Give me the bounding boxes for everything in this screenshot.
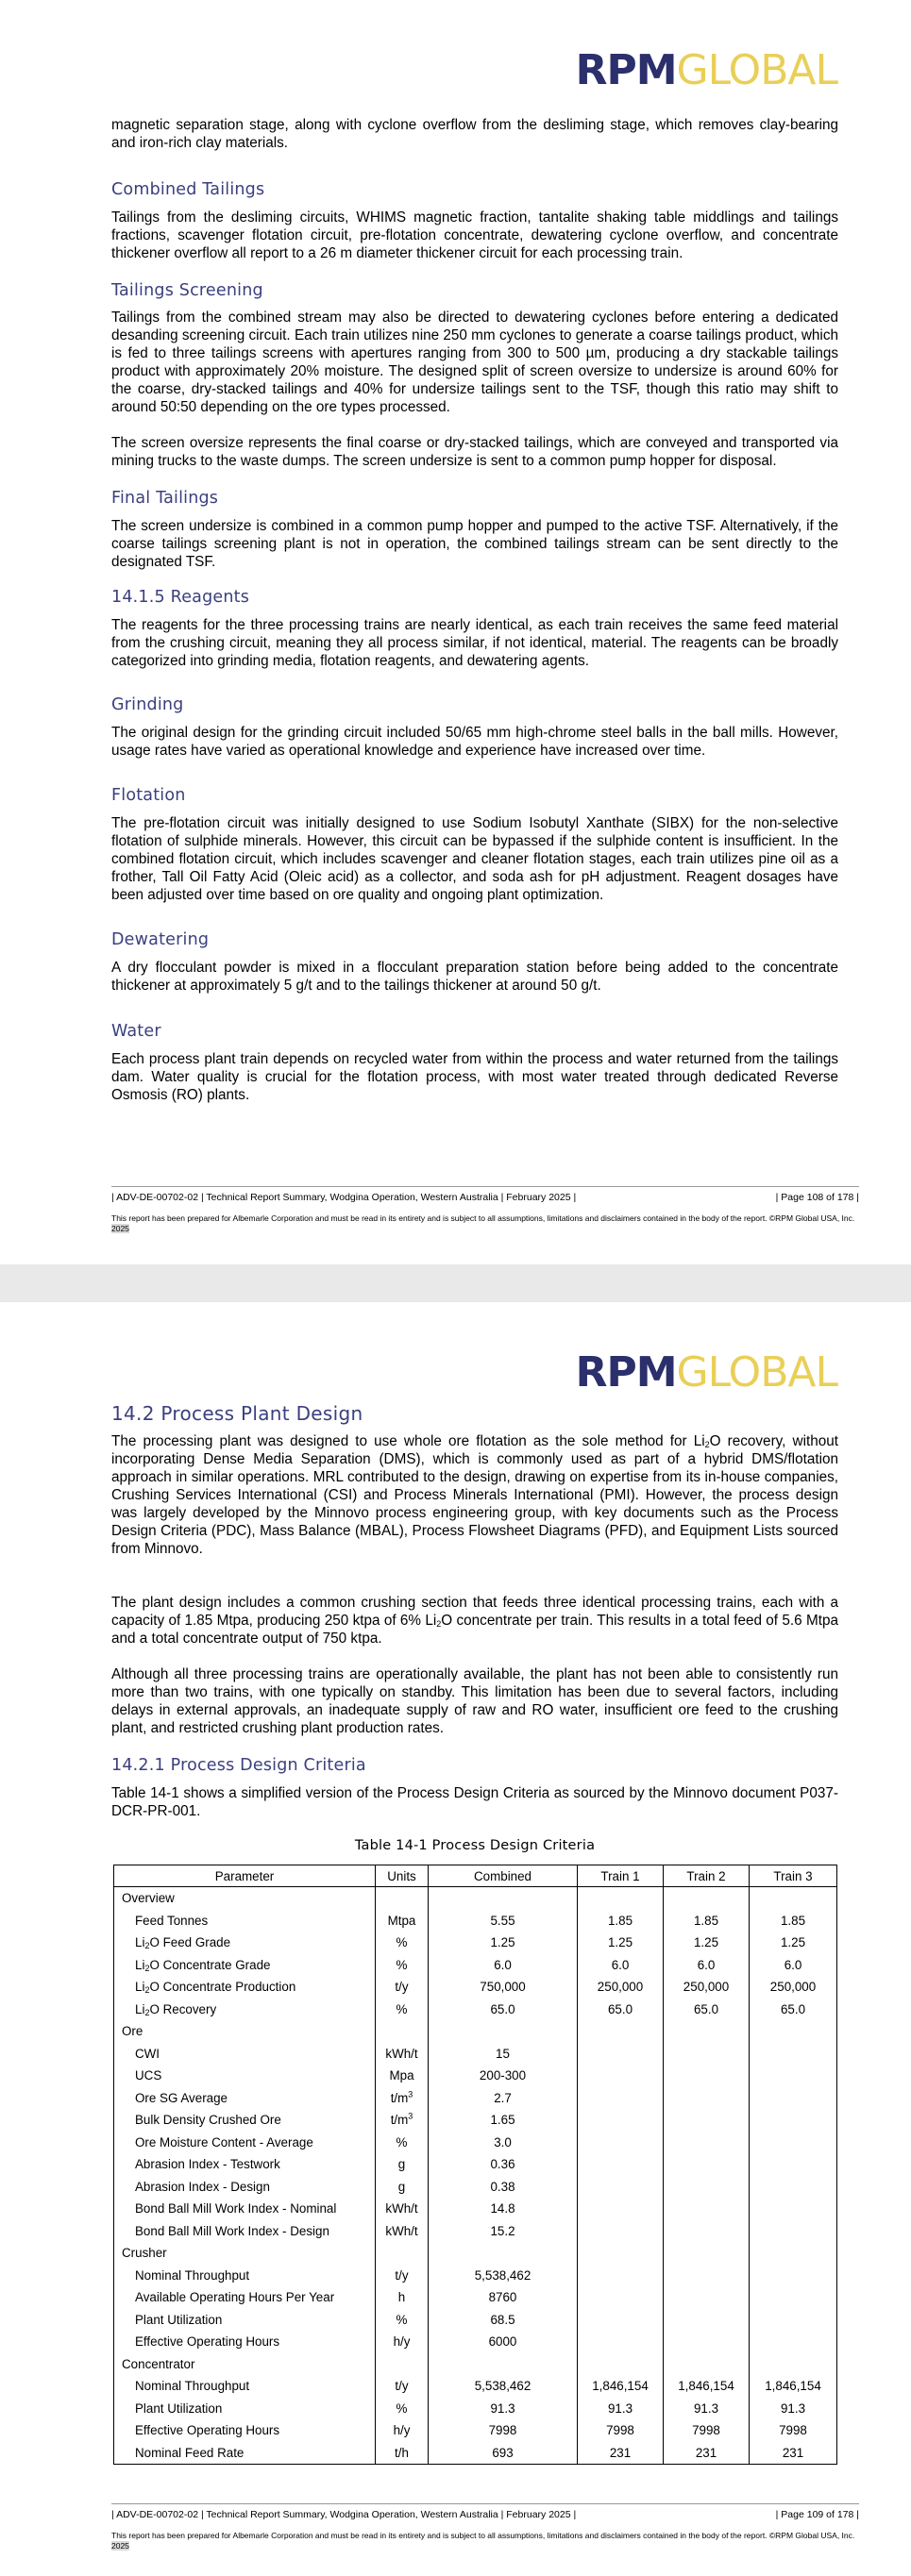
train-2-cell: 1,846,154	[664, 2375, 750, 2398]
train-3-cell	[750, 2132, 837, 2154]
train-3-cell: 91.3	[750, 2398, 837, 2420]
train-3-cell: 1.85	[750, 1910, 837, 1932]
parameter-cell: CWI	[114, 2043, 376, 2066]
parameter-cell: $Li_2O$ Concentrate Production	[114, 1976, 376, 1999]
parameter-cell: Nominal Throughput	[114, 2375, 376, 2398]
train-3-cell	[750, 2309, 837, 2332]
table-row	[114, 2198, 837, 2220]
report-page-109	[0, 1302, 911, 2576]
train-2-cell	[664, 2065, 750, 2087]
footer-divider	[111, 2503, 859, 2504]
train-2-cell: 250,000	[664, 1976, 750, 1999]
train-2-cell	[664, 2220, 750, 2243]
train-3-cell: 65.0	[750, 1999, 837, 2021]
table-group-row	[114, 2020, 837, 2043]
combined-cell: 693	[429, 2442, 578, 2465]
empty-cell	[750, 2242, 837, 2265]
train-1-cell: 91.3	[578, 2398, 664, 2420]
footer-page-number: | Page 109 of 178 |	[775, 2509, 859, 2520]
table-row	[114, 2442, 837, 2465]
parameter-cell: Bond Ball Mill Work Index - Design	[114, 2220, 376, 2243]
table-row	[114, 2087, 837, 2110]
table-row	[114, 1910, 837, 1932]
units-cell: $t/m^3$	[376, 2087, 429, 2110]
heading-process-plant-design: 14.2 Process Plant Design	[111, 1402, 363, 1425]
units-cell: h	[376, 2286, 429, 2309]
train-2-cell	[664, 2176, 750, 2199]
header-units: Units	[376, 1865, 429, 1887]
empty-cell	[578, 2242, 664, 2265]
parameter-cell: Effective Operating Hours	[114, 2331, 376, 2353]
group-label: Overview	[114, 1887, 376, 1910]
combined-cell: 15	[429, 2043, 578, 2066]
units-cell: %	[376, 1999, 429, 2021]
train-2-cell: 91.3	[664, 2398, 750, 2420]
paragraph-plant-design-1: The processing plant was designed to use whole ore flotation as the sole method for $Li_2O$ recovery, without incorporating Dense Media Separation (DMS), which is commonly used as part of a hybrid DMS/flotation approach in similar operations. MRL contributed to the design, drawing on expertise from its in-house companies, Crushing Services International (CSI) and Process Minerals International (PMI). However, the process design was largely developed by the Minnovo process engineering group, with key documents such as the Process Design Criteria (PDC), Mass Balance (MBAL), Process Flowsheet Diagrams (PFD), and Equipment Lists sourced from Minnovo.	[111, 1433, 838, 1557]
combined-cell: 91.3	[429, 2398, 578, 2420]
combined-cell: 14.8	[429, 2198, 578, 2220]
footer-year: 2025	[111, 2541, 129, 2551]
table-group-row	[114, 2242, 837, 2265]
train-2-cell	[664, 2109, 750, 2132]
page-footer	[111, 2503, 859, 2551]
table-header-row	[114, 1865, 837, 1887]
train-3-cell: 6.0	[750, 1954, 837, 1977]
train-1-cell: 1.25	[578, 1932, 664, 1954]
units-cell: t/y	[376, 1976, 429, 1999]
heading-process-design-criteria: 14.2.1 Process Design Criteria	[111, 1756, 366, 1775]
combined-cell: 5,538,462	[429, 2375, 578, 2398]
combined-cell: 7998	[429, 2419, 578, 2442]
footer-disclaimer: This report has been prepared for Albemarle Corporation and must be read in its entirety and is subject to all assumptions, limitations and disclaimers contained in the body of the report. ©RPM Global USA, Inc. 2025	[111, 1213, 855, 1233]
units-cell: Mpa	[376, 2065, 429, 2087]
train-1-cell	[578, 2043, 664, 2066]
train-2-cell	[664, 2286, 750, 2309]
train-2-cell	[664, 2265, 750, 2287]
empty-cell	[578, 2020, 664, 2043]
empty-cell	[376, 2353, 429, 2376]
train-3-cell: 1.25	[750, 1932, 837, 1954]
heading-combined-tailings: Combined Tailings	[111, 180, 265, 199]
table-row	[114, 2176, 837, 2199]
empty-cell	[376, 2020, 429, 2043]
combined-cell: 3.0	[429, 2132, 578, 2154]
units-cell: kWh/t	[376, 2220, 429, 2243]
train-2-cell: 1.25	[664, 1932, 750, 1954]
units-cell: $t/m^3$	[376, 2109, 429, 2132]
train-1-cell	[578, 2153, 664, 2176]
train-3-cell	[750, 2109, 837, 2132]
report-page-108	[0, 0, 911, 1264]
footer-disclaimer: This report has been prepared for Albemarle Corporation and must be read in its entirety and is subject to all assumptions, limitations and disclaimers contained in the body of the report. ©RPM Global USA, Inc. 2025	[111, 2531, 855, 2551]
empty-cell	[578, 1887, 664, 1910]
parameter-cell: Abrasion Index - Testwork	[114, 2153, 376, 2176]
train-3-cell: 231	[750, 2442, 837, 2465]
combined-cell: 6.0	[429, 1954, 578, 1977]
combined-cell: 0.36	[429, 2153, 578, 2176]
train-1-cell: 1.85	[578, 1910, 664, 1932]
parameter-cell: Bond Ball Mill Work Index - Nominal	[114, 2198, 376, 2220]
table-group-row	[114, 2353, 837, 2376]
train-1-cell: 65.0	[578, 1999, 664, 2021]
parameter-cell: Abrasion Index - Design	[114, 2176, 376, 2199]
header-combined: Combined	[429, 1865, 578, 1887]
paragraph-plant-design-3: Although all three processing trains are operationally available, the plant has not been able to consistently run more than two trains, with one typically on standby. This limitation has been due to several factors, including delays in external approvals, an inadequate supply of raw and RO water, insufficient ore feed to the crushing plant, and restricted crushing plant production rates.	[111, 1666, 838, 1736]
group-label: Crusher	[114, 2242, 376, 2265]
paragraph-water: Each process plant train depends on recycled water from within the process and water returned from the tailings dam. Water quality is crucial for the flotation process, with most water treated through dedicated Reverse Osmosis (RO) plants.	[111, 1051, 838, 1103]
units-cell: %	[376, 2398, 429, 2420]
footer-divider	[111, 1186, 859, 1187]
empty-cell	[750, 1887, 837, 1910]
table-row	[114, 2220, 837, 2243]
train-1-cell	[578, 2309, 664, 2332]
train-1-cell	[578, 2132, 664, 2154]
empty-cell	[429, 2353, 578, 2376]
empty-cell	[429, 2242, 578, 2265]
empty-cell	[578, 2353, 664, 2376]
heading-final-tailings: Final Tailings	[111, 489, 219, 508]
train-2-cell	[664, 2132, 750, 2154]
units-cell: t/y	[376, 2265, 429, 2287]
empty-cell	[664, 1887, 750, 1910]
parameter-cell: Plant Utilization	[114, 2398, 376, 2420]
units-cell: %	[376, 2309, 429, 2332]
paragraph-dewatering: A dry flocculant powder is mixed in a flocculant preparation station before being added to the concentrate thickener at approximately 5 g/t and to the tailings thickener at around 50 g/t.	[111, 960, 838, 994]
footer-document-info: | ADV-DE-00702-02 | Technical Report Summary, Wodgina Operation, Western Australia | February 2025 |	[111, 2509, 577, 2520]
train-1-cell: 7998	[578, 2419, 664, 2442]
heading-reagents: 14.1.5 Reagents	[111, 588, 250, 607]
table-row	[114, 2132, 837, 2154]
units-cell: t/h	[376, 2442, 429, 2465]
process-design-criteria-table	[113, 1865, 837, 2465]
paragraph-final-tailings: The screen undersize is combined in a common pump hopper and pumped to the active TSF. Alternatively, if the coarse tailings screening plant is not in operation, the combined tailings stream can be sent directly to the designated TSF.	[111, 518, 838, 570]
units-cell: %	[376, 1932, 429, 1954]
train-3-cell	[750, 2043, 837, 2066]
parameter-cell: $Li_2O$ Concentrate Grade	[114, 1954, 376, 1977]
table-row	[114, 2309, 837, 2332]
train-3-cell: 1,846,154	[750, 2375, 837, 2398]
train-1-cell	[578, 2331, 664, 2353]
train-2-cell: 231	[664, 2442, 750, 2465]
units-cell: t/y	[376, 2375, 429, 2398]
table-row	[114, 2153, 837, 2176]
train-1-cell	[578, 2286, 664, 2309]
train-3-cell	[750, 2198, 837, 2220]
empty-cell	[376, 2242, 429, 2265]
table-caption: Table 14-1 Process Design Criteria	[354, 1838, 596, 1853]
units-cell: h/y	[376, 2419, 429, 2442]
parameter-cell: $Li_2O$ Feed Grade	[114, 1932, 376, 1954]
parameter-cell: Nominal Throughput	[114, 2265, 376, 2287]
table-row	[114, 2398, 837, 2420]
train-3-cell	[750, 2331, 837, 2353]
paragraph-grinding: The original design for the grinding circuit included 50/65 mm high-chrome steel balls in the ball mills. However, usage rates have varied as operational knowledge and experience have increased over time.	[111, 725, 838, 759]
train-1-cell: 6.0	[578, 1954, 664, 1977]
train-3-cell	[750, 2265, 837, 2287]
train-2-cell	[664, 2153, 750, 2176]
combined-cell: 5,538,462	[429, 2265, 578, 2287]
heading-flotation: Flotation	[111, 786, 186, 805]
table-row	[114, 2286, 837, 2309]
train-2-cell	[664, 2198, 750, 2220]
combined-cell: 2.7	[429, 2087, 578, 2110]
parameter-cell: $Li_2O$ Recovery	[114, 1999, 376, 2021]
header-train-2: Train 2	[664, 1865, 750, 1887]
empty-cell	[664, 2353, 750, 2376]
paragraph-tailings-screening-2: The screen oversize represents the final coarse or dry-stacked tailings, which are conveyed and transported via mining trucks to the waste dumps. The screen undersize is sent to a common pump hopper for disposal.	[111, 435, 838, 469]
empty-cell	[664, 2242, 750, 2265]
rpm-global-logo: RPMGLOBAL	[575, 1348, 837, 1397]
footer-year: 2025	[111, 1224, 129, 1233]
combined-cell: 8760	[429, 2286, 578, 2309]
train-1-cell	[578, 2109, 664, 2132]
train-2-cell: 65.0	[664, 1999, 750, 2021]
paragraph-design-criteria: Table 14-1 shows a simplified version of the Process Design Criteria as sourced by the Minnovo document P037-DCR-PR-001.	[111, 1785, 838, 1819]
combined-cell: 6000	[429, 2331, 578, 2353]
parameter-cell: Ore Moisture Content - Average	[114, 2132, 376, 2154]
paragraph-combined-tailings: Tailings from the desliming circuits, WHIMS magnetic fraction, tantalite shaking table middlings and tailings fractions, scavenger flotation circuit, pre-flotation concentrate, dewatering cyclone overflow, and concentrate thickener overflow all report to a 26 m diameter thickener circuit for each processing train.	[111, 209, 838, 261]
parameter-cell: UCS	[114, 2065, 376, 2087]
group-label: Concentrator	[114, 2353, 376, 2376]
parameter-cell: Bulk Density Crushed Ore	[114, 2109, 376, 2132]
heading-grinding: Grinding	[111, 695, 184, 714]
paragraph-plant-design-2: The plant design includes a common crushing section that feeds three identical processing trains, each with a capacity of 1.85 Mtpa, producing 250 ktpa of 6% $Li_2O$ concentrate per train. This results in a total feed of 5.6 Mtpa and a total concentrate output of 750 ktpa.	[111, 1595, 838, 1647]
empty-cell	[750, 2020, 837, 2043]
train-1-cell	[578, 2065, 664, 2087]
table-row	[114, 2375, 837, 2398]
table-row	[114, 2065, 837, 2087]
train-1-cell	[578, 2087, 664, 2110]
table-row	[114, 1932, 837, 1954]
table-row	[114, 1999, 837, 2021]
train-2-cell	[664, 2087, 750, 2110]
table-row	[114, 1976, 837, 1999]
train-3-cell	[750, 2176, 837, 2199]
train-3-cell	[750, 2065, 837, 2087]
units-cell: h/y	[376, 2331, 429, 2353]
header-train-1: Train 1	[578, 1865, 664, 1887]
train-2-cell: 6.0	[664, 1954, 750, 1977]
train-3-cell	[750, 2286, 837, 2309]
parameter-cell: Plant Utilization	[114, 2309, 376, 2332]
header-train-3: Train 3	[750, 1865, 837, 1887]
combined-cell: 15.2	[429, 2220, 578, 2243]
table-group-row	[114, 1887, 837, 1910]
footer-page-number: | Page 108 of 178 |	[775, 1192, 859, 1203]
train-1-cell	[578, 2220, 664, 2243]
header-parameter: Parameter	[114, 1865, 376, 1887]
train-1-cell: 1,846,154	[578, 2375, 664, 2398]
train-2-cell	[664, 2043, 750, 2066]
empty-cell	[376, 1887, 429, 1910]
paragraph-flotation: The pre-flotation circuit was initially designed to use Sodium Isobutyl Xanthate (SIBX) for the non-selective flotation of sulphide minerals. However, this circuit can be bypassed if the sulphide content is insufficient. In the combined flotation circuit, which includes scavenger and cleaner flotation stages, each train utilizes pine oil as a frother, Tall Oil Fatty Acid (Oleic acid) as a collector, and soda ash for pH adjustment. Reagent dosages have been adjusted over time based on ore quality and ongoing plant optimization.	[111, 815, 838, 903]
train-1-cell	[578, 2198, 664, 2220]
units-cell: %	[376, 1954, 429, 1977]
empty-cell	[664, 2020, 750, 2043]
table-row	[114, 2109, 837, 2132]
combined-cell: 68.5	[429, 2309, 578, 2332]
train-2-cell	[664, 2309, 750, 2332]
combined-cell: 5.55	[429, 1910, 578, 1932]
parameter-cell: Effective Operating Hours	[114, 2419, 376, 2442]
table-row	[114, 2331, 837, 2353]
train-2-cell: 1.85	[664, 1910, 750, 1932]
empty-cell	[429, 2020, 578, 2043]
train-3-cell: 250,000	[750, 1976, 837, 1999]
footer-document-info: | ADV-DE-00702-02 | Technical Report Summary, Wodgina Operation, Western Australia | February 2025 |	[111, 1192, 577, 1203]
units-cell: Mtpa	[376, 1910, 429, 1932]
page-footer	[111, 1186, 859, 1234]
combined-cell: 65.0	[429, 1999, 578, 2021]
units-cell: g	[376, 2153, 429, 2176]
table-row	[114, 2043, 837, 2066]
empty-cell	[429, 1887, 578, 1910]
combined-cell: 1.65	[429, 2109, 578, 2132]
train-2-cell: 7998	[664, 2419, 750, 2442]
train-1-cell: 250,000	[578, 1976, 664, 1999]
parameter-cell: Ore SG Average	[114, 2087, 376, 2110]
train-3-cell	[750, 2087, 837, 2110]
group-label: Ore	[114, 2020, 376, 2043]
paragraph-reagents: The reagents for the three processing trains are nearly identical, as each train receives the same feed material from the crushing circuit, meaning they all process similar, if not identical, material. The reagents can be broadly categorized into grinding media, flotation reagents, and dewatering agents.	[111, 617, 838, 669]
heading-water: Water	[111, 1022, 161, 1041]
table-body	[114, 1887, 837, 2465]
combined-cell: 200-300	[429, 2065, 578, 2087]
units-cell: kWh/t	[376, 2043, 429, 2066]
train-3-cell: 7998	[750, 2419, 837, 2442]
units-cell: g	[376, 2176, 429, 2199]
parameter-cell: Nominal Feed Rate	[114, 2442, 376, 2465]
parameter-cell: Feed Tonnes	[114, 1910, 376, 1932]
parameter-cell: Available Operating Hours Per Year	[114, 2286, 376, 2309]
combined-cell: 1.25	[429, 1932, 578, 1954]
table-row	[114, 2419, 837, 2442]
train-1-cell	[578, 2176, 664, 2199]
paragraph-tailings-screening-1: Tailings from the combined stream may also be directed to dewatering cyclones before entering a dedicated desanding screening circuit. Each train utilizes nine 250 mm cyclones to generate a coarse tailings product, which is fed to three tailings screens with apertures ranging from 300 to 500 µm, producing a dry stackable tailings product with approximately 20% moisture. The designed split of screen oversize to undersize is around 60% for the coarse, dry-stacked tailings and 40% for undersize tailings sent to the TSF, though this ratio may shift to around 50:50 depending on the ore types processed.	[111, 309, 838, 415]
empty-cell	[750, 2353, 837, 2376]
train-1-cell: 231	[578, 2442, 664, 2465]
train-1-cell	[578, 2265, 664, 2287]
train-3-cell	[750, 2220, 837, 2243]
units-cell: kWh/t	[376, 2198, 429, 2220]
rpm-global-logo: RPMGLOBAL	[575, 46, 837, 94]
combined-cell: 0.38	[429, 2176, 578, 2199]
train-3-cell	[750, 2153, 837, 2176]
heading-dewatering: Dewatering	[111, 930, 210, 949]
units-cell: %	[376, 2132, 429, 2154]
heading-tailings-screening: Tailings Screening	[111, 281, 263, 300]
train-2-cell	[664, 2331, 750, 2353]
intro-paragraph: magnetic separation stage, along with cyclone overflow from the desliming stage, which removes clay-bearing and iron-rich clay materials.	[111, 117, 838, 151]
table-row	[114, 1954, 837, 1977]
table-row	[114, 2265, 837, 2287]
combined-cell: 750,000	[429, 1976, 578, 1999]
